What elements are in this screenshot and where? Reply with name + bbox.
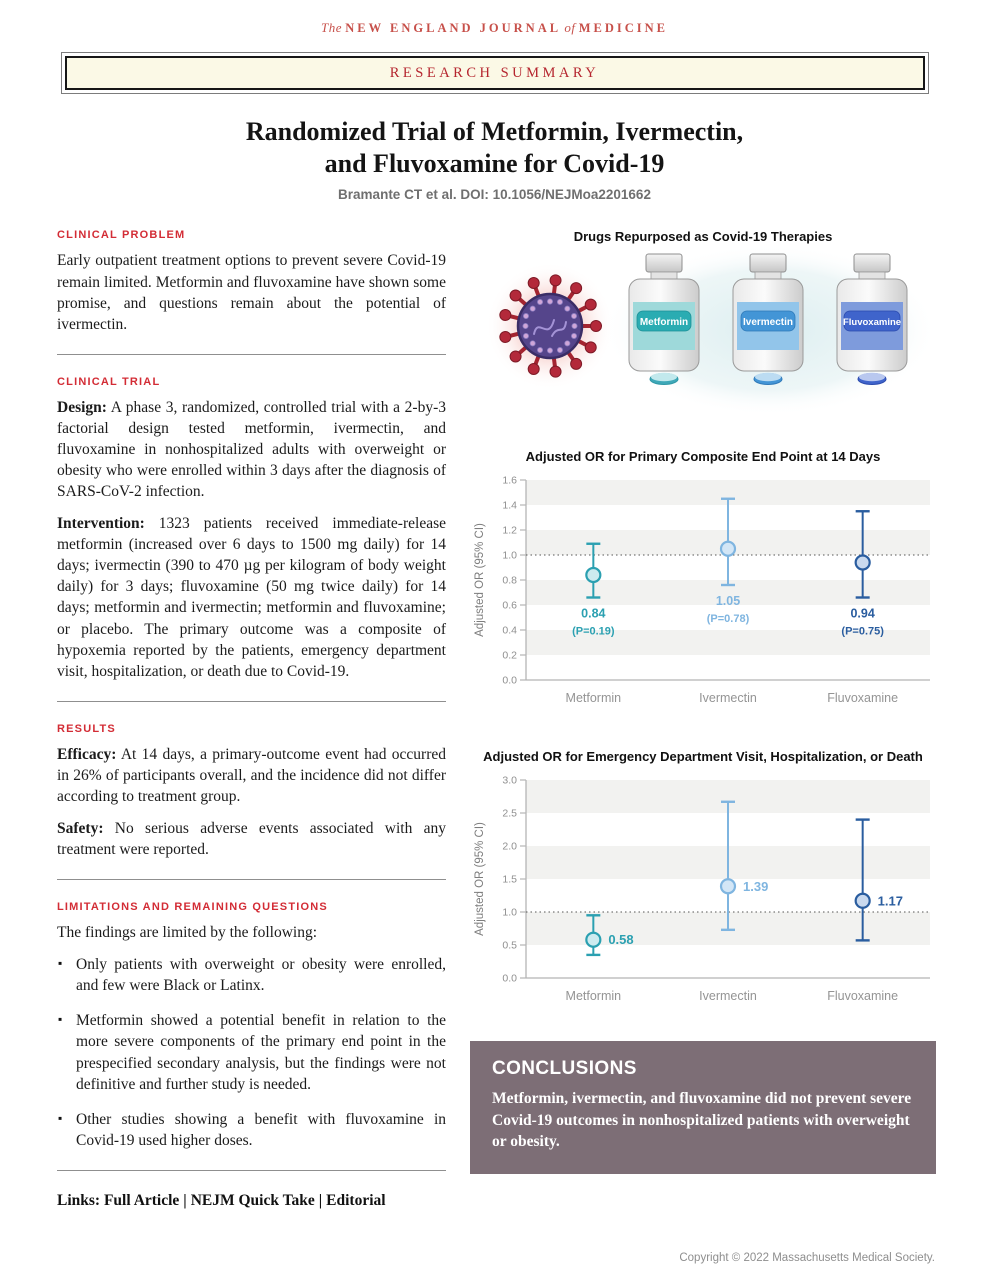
svg-text:0.0: 0.0 xyxy=(502,674,517,687)
svg-text:Ivermectin: Ivermectin xyxy=(699,989,757,1004)
svg-text:1.0: 1.0 xyxy=(502,906,517,919)
clinical-problem-heading: CLINICAL PROBLEM xyxy=(57,229,186,242)
link-nejm-quick-take[interactable]: NEJM Quick Take xyxy=(190,1191,315,1209)
masthead-medicine: MEDICINE xyxy=(578,21,668,35)
banner-label: RESEARCH SUMMARY xyxy=(389,65,600,81)
limitation-item: ▪ Only patients with overweight or obesity were enrolled, and few were Black or Latinx. xyxy=(57,954,446,996)
copyright: Copyright © 2022 Massachusetts Medical Society. xyxy=(679,1252,935,1264)
links-line xyxy=(57,1192,446,1210)
svg-text:0.0: 0.0 xyxy=(502,972,517,985)
svg-text:2.5: 2.5 xyxy=(502,807,517,820)
chart-title-secondary: Adjusted OR for Emergency Department Visit, Hospitalization, or Death xyxy=(483,749,923,765)
svg-text:0.6: 0.6 xyxy=(502,599,517,612)
intervention-text: 1323 patients received immediate-release metformin (increased over 6 days to 1500 mg daily) for 14 days; ivermectin (390 to 470 µg per kilogram of body weight daily) for 3 days; fluvoxamine (50 mg twice daily) for 14 days; metformin and ivermectin; metformin and fluvoxamine; or placebo. The primary outcome was a composite of hypoxemia reported by the patients, emergency department visit, hospitalization, or death due to Covid-19. xyxy=(57,515,446,680)
figure-column xyxy=(470,229,936,1209)
link-full-article[interactable]: Full Article xyxy=(103,1191,180,1209)
efficacy-text: At 14 days, a primary-outcome event had occurred in 26% of participants overall, and the incidence did not differ according to treatment group. xyxy=(57,745,446,805)
svg-text:2.0: 2.0 xyxy=(502,840,517,853)
design-label: Design: xyxy=(57,398,107,416)
masthead-of: of xyxy=(564,20,576,35)
design-paragraph xyxy=(57,397,446,502)
conclusions-heading: CONCLUSIONS xyxy=(492,1058,637,1080)
section-divider xyxy=(57,879,446,880)
link-editorial[interactable]: Editorial xyxy=(326,1191,386,1209)
svg-text:Metformin: Metformin xyxy=(565,989,622,1004)
efficacy-paragraph xyxy=(57,744,446,807)
limitations-heading: LIMITATIONS AND REMAINING QUESTIONS xyxy=(57,901,328,914)
svg-text:Adjusted OR (95% CI): Adjusted OR (95% CI) xyxy=(474,523,486,638)
svg-text:Adjusted OR (95% CI): Adjusted OR (95% CI) xyxy=(474,822,486,937)
limitation-item: ▪ Other studies showing a benefit with fluvoxamine in Covid-19 used higher doses. xyxy=(57,1109,446,1151)
svg-text:(P=0.19): (P=0.19) xyxy=(572,625,615,638)
safety-label: Safety: xyxy=(57,820,104,837)
forest-plot-primary-endpoint xyxy=(470,449,936,717)
bottle-label-ivermectin: Ivermectin xyxy=(742,317,794,329)
journal-masthead xyxy=(0,0,989,36)
forest-plot-ed-hosp-death xyxy=(470,749,936,1015)
efficacy-label: Efficacy: xyxy=(57,745,117,763)
chart-title-primary: Adjusted OR for Primary Composite End Point at 14 Days xyxy=(525,449,881,465)
article-title-line2: and Fluvoxamine for Covid-19 xyxy=(324,148,665,178)
forest-plot-secondary-svg xyxy=(470,772,937,1010)
links-label: Links: xyxy=(57,1191,101,1209)
svg-text:1.39: 1.39 xyxy=(743,879,769,895)
link-separator: | xyxy=(183,1191,187,1209)
svg-text:Fluvoxamine: Fluvoxamine xyxy=(827,989,899,1004)
text-column xyxy=(57,229,446,1209)
svg-text:0.8: 0.8 xyxy=(502,574,517,587)
section-divider xyxy=(57,701,446,702)
bottle-label-fluvoxamine: Fluvoxamine xyxy=(842,317,902,329)
article-title xyxy=(0,116,989,179)
safety-text: No serious adverse events associated with any treatment were reported. xyxy=(57,820,446,859)
intervention-label: Intervention: xyxy=(57,515,145,533)
svg-text:0.94: 0.94 xyxy=(850,606,875,621)
svg-text:Ivermectin: Ivermectin xyxy=(699,691,757,706)
svg-text:1.5: 1.5 xyxy=(502,873,517,886)
clinical-problem-text: Early outpatient treatment options to prevent severe Covid-19 remain limited. Metformin and fluvoxamine have shown some promise, and questions remain about the potential of ivermectin. xyxy=(57,252,446,333)
svg-text:0.84: 0.84 xyxy=(581,606,606,621)
drug-illustration xyxy=(470,246,937,418)
limitations-intro: The findings are limited by the following: xyxy=(57,924,318,942)
svg-text:0.5: 0.5 xyxy=(502,939,517,952)
svg-text:1.6: 1.6 xyxy=(502,474,517,487)
svg-text:3.0: 3.0 xyxy=(502,774,517,787)
svg-text:1.4: 1.4 xyxy=(502,499,517,512)
clinical-trial-heading: CLINICAL TRIAL xyxy=(57,375,161,388)
svg-text:Fluvoxamine: Fluvoxamine xyxy=(827,691,899,706)
forest-plot-primary-svg xyxy=(470,472,937,712)
svg-text:(P=0.75): (P=0.75) xyxy=(841,625,884,638)
svg-text:1.17: 1.17 xyxy=(877,893,903,909)
conclusions-text: Metformin, ivermectin, and fluvoxamine did not prevent severe Covid-19 outcomes in nonhospitalized patients with overweight or obesity. xyxy=(492,1090,912,1151)
limitations-list xyxy=(57,954,446,1151)
svg-text:0.58: 0.58 xyxy=(608,932,634,948)
svg-text:1.0: 1.0 xyxy=(502,549,517,562)
link-separator: | xyxy=(318,1191,323,1209)
masthead-journal: NEW ENGLAND JOURNAL xyxy=(345,21,562,35)
section-divider xyxy=(57,1170,446,1171)
svg-text:1.05: 1.05 xyxy=(715,594,741,609)
svg-text:(P=0.78): (P=0.78) xyxy=(706,613,750,626)
section-divider xyxy=(57,354,446,355)
research-summary-banner xyxy=(61,52,929,94)
figure-title: Drugs Repurposed as Covid-19 Therapies xyxy=(573,229,833,245)
results-heading: RESULTS xyxy=(57,722,116,735)
limitation-item: ▪ Metformin showed a potential benefit in relation to the more severe components of the primary end point in the prespecified secondary analysis, but the findings were not definitive and further study is needed. xyxy=(57,1010,446,1094)
main-content xyxy=(57,229,936,1209)
intervention-paragraph xyxy=(57,513,446,682)
conclusions-box xyxy=(470,1041,936,1173)
svg-text:1.2: 1.2 xyxy=(502,524,517,537)
masthead-the: The xyxy=(321,20,342,35)
design-text: A phase 3, randomized, controlled trial with a 2-by-3 factorial design tested metformin, ivermectin, and fluvoxamine in nonhospitalized adults with overweight or obesity who were enrolled within 3 days after the diagnosis of SARS-CoV-2 infection. xyxy=(57,398,446,501)
svg-text:0.4: 0.4 xyxy=(502,624,517,637)
svg-text:Metformin: Metformin xyxy=(565,691,622,706)
bottle-label-metformin: Metformin xyxy=(639,317,689,329)
safety-paragraph xyxy=(57,818,446,860)
article-title-line1: Randomized Trial of Metformin, Ivermectin, xyxy=(245,117,744,146)
citation: Bramante CT et al. DOI: 10.1056/NEJMoa2201662 xyxy=(338,187,651,203)
svg-text:0.2: 0.2 xyxy=(502,649,517,662)
